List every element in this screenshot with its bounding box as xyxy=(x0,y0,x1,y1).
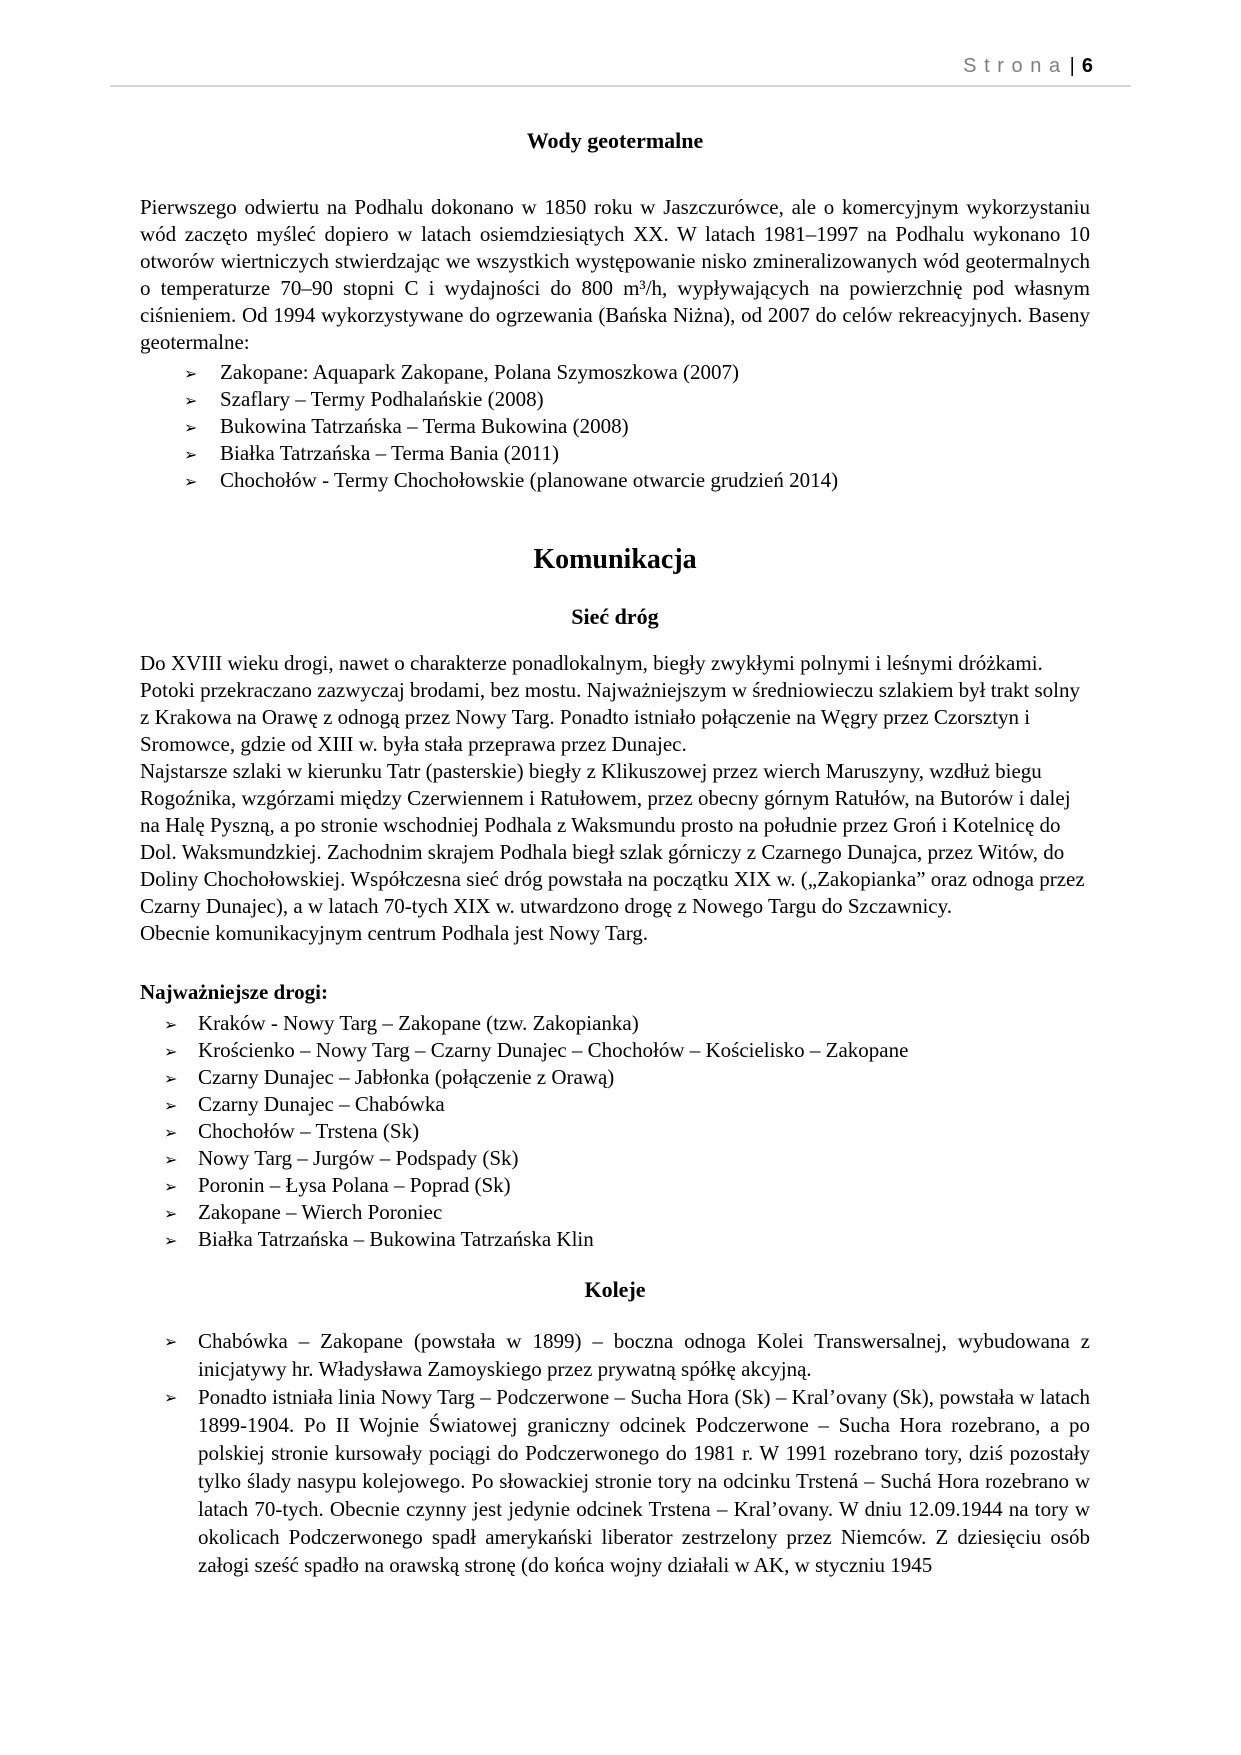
list-item-text: Chabówka – Zakopane (powstała w 1899) – boczna odnoga Kolei Transwersalnej, wybudowana z inicjatywy hr. Władysława Zamoyskiego przez prywatną spółkę akcyjną. xyxy=(198,1329,1090,1381)
page-header-separator: | xyxy=(1069,55,1075,77)
heading-main-roads: Najważniejsze drogi: xyxy=(140,980,328,1004)
list-item xyxy=(140,1010,1090,1037)
page-number: 6 xyxy=(1081,55,1093,77)
bullet-arrow-icon: ➢ xyxy=(164,1388,178,1407)
bullet-arrow-icon: ➢ xyxy=(164,1123,178,1142)
bullet-arrow-icon: ➢ xyxy=(164,1177,178,1196)
list-item xyxy=(140,1327,1090,1383)
bullet-arrow-icon: ➢ xyxy=(184,472,198,491)
paragraph-roads-3: Obecnie komunikacyjnym centrum Podhala jest Nowy Targ. xyxy=(140,921,649,945)
bullet-arrow-icon: ➢ xyxy=(164,1231,178,1250)
list-item-text: Kraków - Nowy Targ – Zakopane (tzw. Zakopianka) xyxy=(198,1011,639,1035)
bullet-arrow-icon: ➢ xyxy=(184,445,198,464)
list-item xyxy=(140,1118,1090,1145)
list-item xyxy=(140,413,1090,440)
list-item-text: Czarny Dunajec – Jabłonka (połączenie z Orawą) xyxy=(198,1065,615,1089)
list-railways xyxy=(140,1327,1090,1579)
bullet-arrow-icon: ➢ xyxy=(184,364,198,383)
list-item xyxy=(140,440,1090,467)
page-header-label: Strona xyxy=(963,55,1068,77)
list-item-text: Zakopane: Aquapark Zakopane, Polana Szymoszkowa (2007) xyxy=(220,360,740,384)
list-item-text: Ponadto istniała linia Nowy Targ – Podczerwone – Sucha Hora (Sk) – Kral’ovany (Sk), powstała w latach 1899-1904. Po II Wojnie Światowej graniczny odcinek Podczerwone – Sucha Hora rozebrano, a po polskiej stronie kursowały pociągi do Podczerwonego do 1981 r. W 1991 rozebrano tory, dziś pozostały tylko ślady nasypu kolejowego. Po słowackiej stronie tory na odcinku Trstená – Suchá Hora rozebrano w latach 70-tych. Obecnie czynny jest jedynie odcinek Trstena – Kral’ovany. W dniu 12.09.1944 na tory w okolicach Podczerwonego spadł amerykański liberator zestrzelony przez Niemców. Z dziesięciu osób załogi sześć spadło na orawską stronę (do końca wojny działali w AK, w styczniu 1945 xyxy=(198,1385,1090,1577)
subsection-title-koleje: Koleje xyxy=(584,1277,646,1302)
list-item xyxy=(140,386,1090,413)
bullet-arrow-icon: ➢ xyxy=(164,1096,178,1115)
list-item xyxy=(140,1199,1090,1226)
list-item xyxy=(140,1145,1090,1172)
list-item xyxy=(140,359,1090,386)
list-item-text: Zakopane – Wierch Poroniec xyxy=(198,1200,443,1224)
bullet-arrow-icon: ➢ xyxy=(184,391,198,410)
section-title-geothermal: Wody geotermalne xyxy=(526,128,704,153)
list-item xyxy=(140,1091,1090,1118)
bullet-arrow-icon: ➢ xyxy=(184,418,198,437)
list-item xyxy=(140,1064,1090,1091)
list-geothermal-pools xyxy=(140,359,1090,494)
list-item-text: Szaflary – Termy Podhalańskie (2008) xyxy=(220,387,544,411)
bullet-arrow-icon: ➢ xyxy=(164,1150,178,1169)
list-item-text: Nowy Targ – Jurgów – Podspady (Sk) xyxy=(198,1146,519,1170)
list-item-text: Poronin – Łysa Polana – Poprad (Sk) xyxy=(198,1173,511,1197)
list-main-roads xyxy=(140,1010,1090,1253)
list-item-text: Chochołów - Termy Chochołowskie (planowane otwarcie grudzień 2014) xyxy=(220,468,839,492)
bullet-arrow-icon: ➢ xyxy=(164,1332,178,1351)
list-item xyxy=(140,1172,1090,1199)
document-content xyxy=(140,0,1090,1579)
list-item-text: Białka Tatrzańska – Bukowina Tatrzańska Klin xyxy=(198,1227,594,1251)
list-item-text: Chochołów – Trstena (Sk) xyxy=(198,1119,420,1143)
paragraph-roads-1: Do XVIII wieku drogi, nawet o charakterze ponadlokalnym, biegły zwykłymi polnymi i leśnymi dróżkami. Potoki przekraczano zazwyczaj brodami, bez mostu. Najważniejszym w średniowieczu szlakiem był trakt solny z Krakowa na Orawę z odnogą przez Nowy Targ. Ponadto istniało połączenie na Węgry przez Czorsztyn i Sromowce, gdzie od XIII w. była stała przeprawa przez Dunajec. xyxy=(140,651,1081,756)
bullet-arrow-icon: ➢ xyxy=(164,1042,178,1061)
list-item-text: Krościenko – Nowy Targ – Czarny Dunajec – Chochołów – Kościelisko – Zakopane xyxy=(198,1038,909,1062)
list-item xyxy=(140,1037,1090,1064)
bullet-arrow-icon: ➢ xyxy=(164,1069,178,1088)
list-item-text: Czarny Dunajec – Chabówka xyxy=(198,1092,445,1116)
list-item xyxy=(140,1226,1090,1253)
list-item-text: Białka Tatrzańska – Terma Bania (2011) xyxy=(220,441,559,465)
subsection-title-siec-drog: Sieć dróg xyxy=(571,604,659,629)
list-item xyxy=(140,1383,1090,1579)
bullet-arrow-icon: ➢ xyxy=(164,1015,178,1034)
bullet-arrow-icon: ➢ xyxy=(164,1204,178,1223)
paragraph-geothermal: Pierwszego odwiertu na Podhalu dokonano w 1850 roku w Jaszczurówce, ale o komercyjnym wykorzystaniu wód zaczęto myśleć dopiero w latach osiemdziesiątych XX. W latach 1981–1997 na Podhalu wykonano 10 otworów wiertniczych stwierdzając we wszystkich występowanie nisko zmineralizowanych wód geotermalnych o temperaturze 70–90 stopni C i wydajności do 800 m³/h, wypływających na powierzchnię pod własnym ciśnieniem. Od 1994 wykorzystywane do ogrzewania (Bańska Niżna), od 2007 do celów rekreacyjnych. Baseny geotermalne: xyxy=(140,195,1090,354)
list-item xyxy=(140,467,1090,494)
list-item-text: Bukowina Tatrzańska – Terma Bukowina (2008) xyxy=(220,414,629,438)
paragraph-roads-2: Najstarsze szlaki w kierunku Tatr (pasterskie) biegły z Klikuszowej przez wierch Maruszyny, wzdłuż biegu Rogoźnika, wzgórzami między Czerwiennem i Ratułowem, przez obecny górnym Ratułów, na Butorów i dalej na Halę Pyszną, a po stronie wschodniej Podhala z Waksmundu prosto na południe przez Groń i Kotelnicę do Dol. Waksmundzkiej. Zachodnim skrajem Podhala biegł szlak górniczy z Czarnego Dunajca, przez Witów, do Doliny Chochołowskiej. Współczesna sieć dróg powstała na początku XIX w. („Zakopianka” oraz odnoga przez Czarny Dunajec), a w latach 70-tych XIX w. utwardzono drogę z Nowego Targu do Szczawnicy. xyxy=(140,759,1085,918)
section-title-komunikacja: Komunikacja xyxy=(533,544,697,575)
